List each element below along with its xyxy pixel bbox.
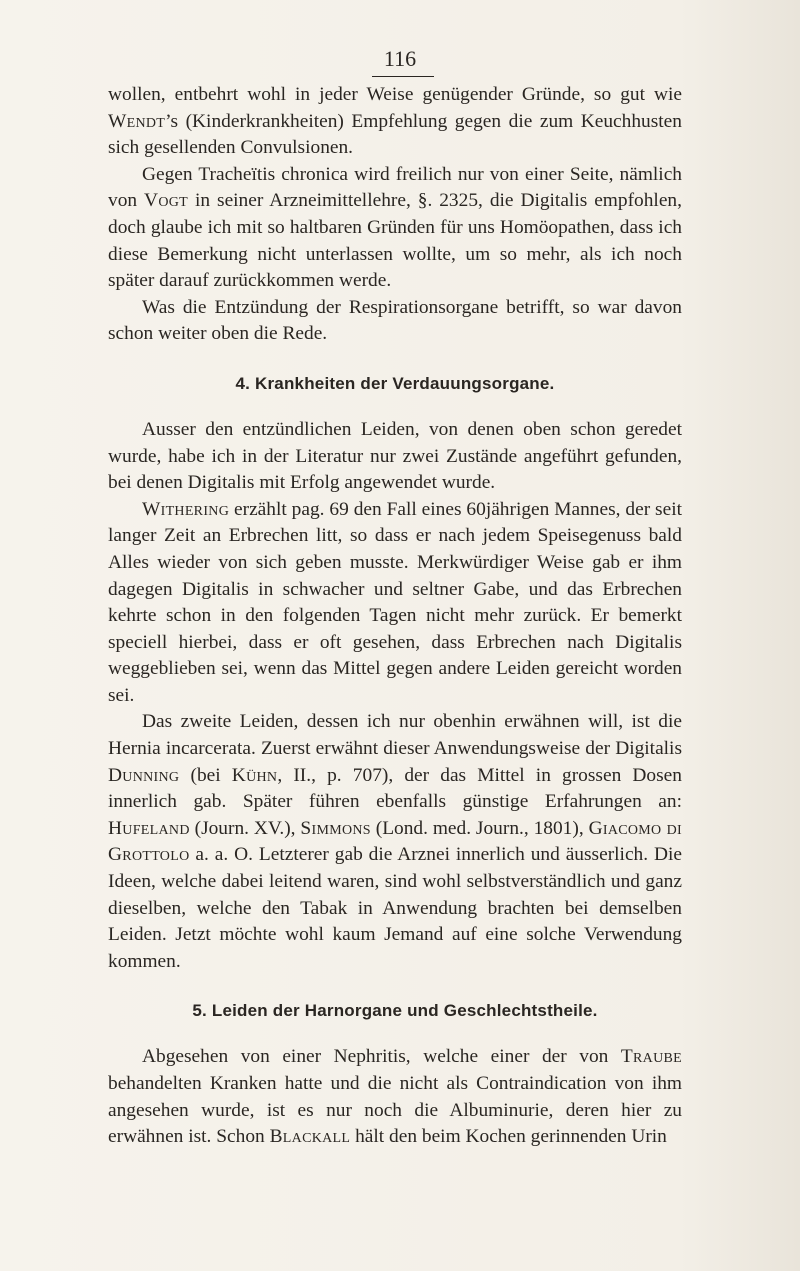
author-name: Giacomo di Grottolo: [108, 817, 682, 866]
section-heading-4: 4. Krankheiten der Verdauungsorgane.: [235, 373, 555, 393]
author-name: Vogt: [144, 190, 189, 212]
page-number-rule: [372, 76, 434, 77]
author-name: Wendt: [108, 110, 166, 132]
paragraph-1: wollen, entbehrt wohl in jeder Weise genügender Gründe, so gut wie Wendt’s (Kinderkrankheiten) Empfehlung gegen die zum Keuchhusten sich gesellenden Convulsionen.: [108, 84, 682, 159]
paragraph-6: Das zweite Leiden, dessen ich nur obenhin erwähnen will, ist die Hernia incarcerata. Zuerst erwähnt dieser Anwendungsweise der Digitalis Dunning (bei Kühn, II., p. 707), der das Mittel in grossen Dosen innerlich gab. Später führen ebenfalls günstige Erfahrungen an: Hufeland (Journ. XV.), Simmons (Lond. med. Journ., 1801), Giacomo di Grottolo a. a. O. Letzterer gab die Arznei innerlich und äusserlich. Die Ideen, welche dabei leitend waren, sind wohl selbstverständlich und ganz dieselben, welche den Tabak in Anwendung brachten bei demselben Leiden. Jetzt möchte wohl kaum Jemand auf eine solche Verwendung kommen.: [108, 711, 682, 972]
paragraph-4: Ausser den entzündlichen Leiden, von denen oben schon geredet wurde, habe ich in der Literatur nur zwei Zustände angeführt gefunden, bei denen Digitalis mit Erfolg angewendet wurde.: [108, 418, 682, 494]
author-name: Simmons: [300, 817, 371, 839]
paragraph-5: Withering erzählt pag. 69 den Fall eines 60jährigen Mannes, der seit langer Zeit an Erbrechen litt, so dass er nach jedem Speisegenuss bald Alles wieder von sich geben musste. Merkwürdiger Weise gab er ihm dagegen Digitalis in schwacher und seltner Gabe, und das Erbrechen kehrte schon in den folgenden Tagen nicht mehr zurück. Er bemerkt speciell hierbei, dass er oft gesehen, dass Erbrechen nach Digitalis weggeblieben sei, wenn das Mittel gegen andere Leiden gereicht worden sei.: [108, 498, 682, 706]
author-name: Hufeland: [108, 817, 190, 839]
author-name: Withering: [142, 498, 230, 520]
paragraph-7: Abgesehen von einer Nephritis, welche einer der von Traube behandelten Kranken hatte und die nicht als Contraindication von ihm angesehen wurde, ist es nur noch die Albuminurie, deren hier zu erwähnen ist. Schon Blackall hält den beim Kochen gerinnenden Urin: [108, 1046, 682, 1148]
author-name: Traube: [620, 1046, 682, 1068]
page-number: 116: [383, 46, 417, 71]
paragraph-2: Gegen Tracheïtis chronica wird freilich nur von einer Seite, nämlich von Vogt in seiner Arzneimittellehre, §. 2325, die Digitalis empfohlen, doch glaube ich mit so haltbaren Gründen für uns Homöopathen, dass ich diese Bemerkung nicht unterlassen wollte, um so mehr, als ich noch später darauf zurückkommen werde.: [108, 163, 682, 292]
body-text: [108, 82, 682, 1151]
author-name: Dunning: [108, 764, 180, 786]
author-name: Kühn: [231, 764, 278, 786]
section-heading-5: 5. Leiden der Harnorgane und Geschlechtstheile.: [192, 1001, 598, 1021]
author-name: Blackall: [269, 1126, 351, 1148]
paragraph-3: Was die Entzündung der Respirationsorgane betrifft, so war davon schon weiter oben die Rede.: [108, 296, 682, 345]
